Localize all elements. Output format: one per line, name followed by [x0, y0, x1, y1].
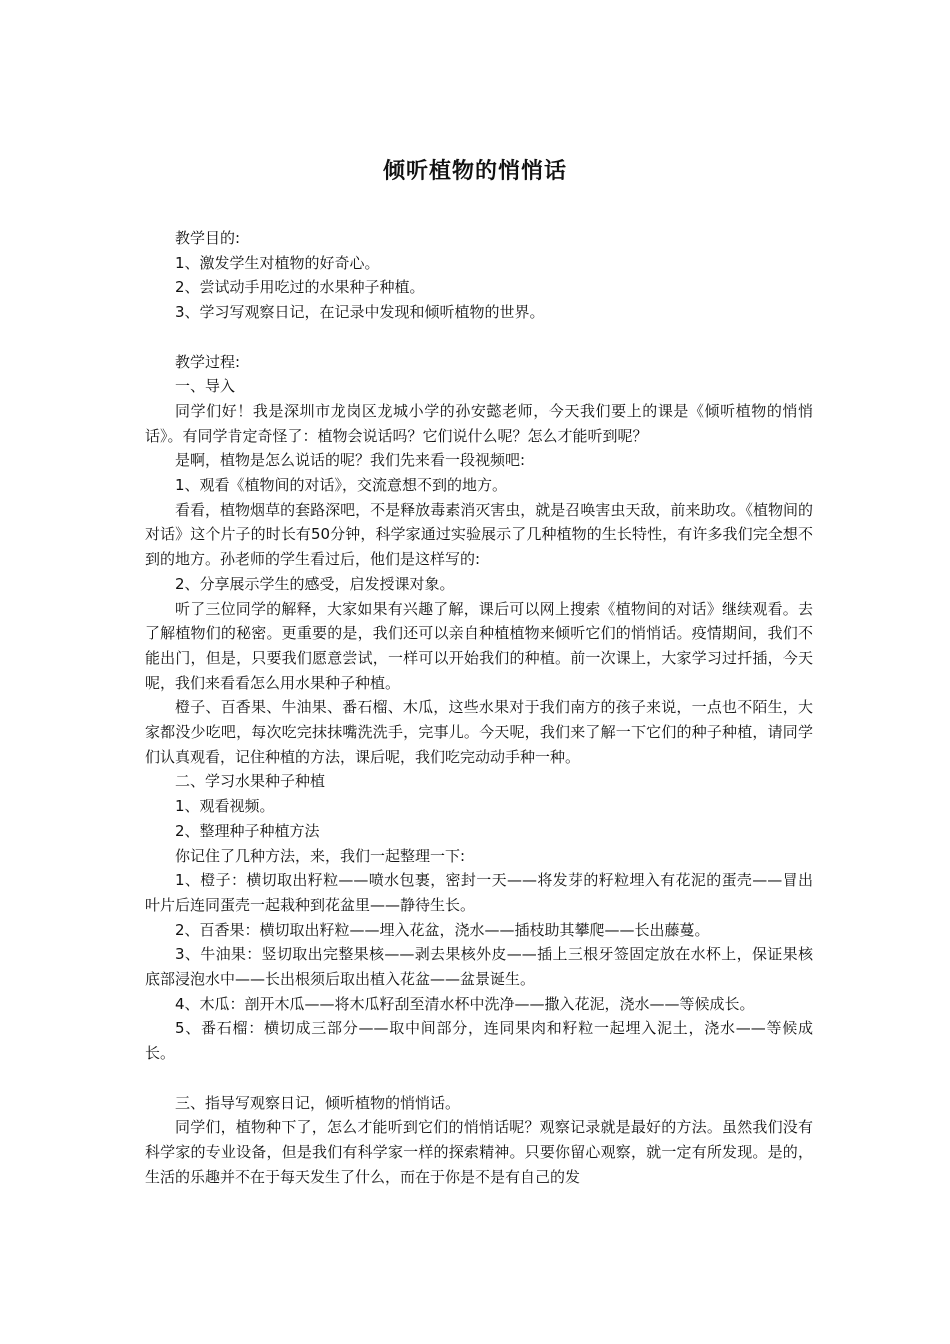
paragraph: 2、整理种子种植方法 — [175, 821, 320, 840]
paragraph: 5、番石榴：横切成三部分——取中间部分，连同果肉和籽粒一起埋入泥土，浇水——等候成长。 — [145, 1019, 813, 1063]
paragraph: 你记住了几种方法，来，我们一起整理一下: — [175, 846, 466, 865]
paragraph: 2、尝试动手用吃过的水果种子种植。 — [175, 278, 425, 297]
paragraph: 1、观看《植物间的对话》，交流意想不到的地方。 — [175, 476, 508, 495]
paragraph: 同学们好！我是深圳市龙岗区龙城小学的孙安懿老师，今天我们要上的课是《倾听植物的悄悄话》。有同学肯定奇怪了：植物会说话吗？它们说什么呢？怎么才能听到呢？ — [145, 401, 813, 445]
paragraph: 教学过程: — [175, 352, 241, 371]
paragraph: 教学目的: — [175, 229, 241, 247]
paragraph: 1、橙子：横切取出籽粒——喷水包裹，密封一天——将发芽的籽粒埋入有花泥的蛋壳——冒出叶片后连同蛋壳一起栽种到花盆里——静待生长。 — [145, 871, 813, 914]
paragraph: 三、指导写观察日记，倾听植物的悄悄话。 — [175, 1093, 461, 1112]
paragraph: 1、观看视频。 — [175, 797, 275, 816]
paragraph: 一、导入 — [175, 377, 236, 396]
paragraph: 2、分享展示学生的感受，启发授课对象。 — [175, 574, 455, 593]
paragraph: 是啊，植物是怎么说话的呢？我们先来看一段视频吧: — [175, 451, 526, 470]
paragraph: 同学们，植物种下了，怎么才能听到它们的悄悄话呢？观察记录就是最好的方法。虽然我们没有科学家的专业设备，但是我们有科学家一样的探索精神。只要你留心观察，就一定有所发现。是的，生活的乐趣并不在于每天发生了什么，而在于你是不是有自己的发 — [145, 1118, 813, 1186]
paragraph: 听了三位同学的解释，大家如果有兴趣了解，课后可以网上搜索《植物间的对话》继续观看。去了解植物们的秘密。更重要的是，我们还可以亲自种植植物来倾听它们的悄悄话。疫情期间，我们不能出门，但是，只要我们愿意尝试，一样可以开始我们的种植。前一次课上，大家学习过扦插，今天呢，我们来看看怎么用水果种子种植。 — [145, 599, 813, 692]
paragraph: 1、激发学生对植物的好奇心。 — [175, 253, 380, 272]
paragraph: 二、学习水果种子种植 — [175, 772, 326, 791]
paragraph: 看看，植物烟草的套路深吧，不是释放毒素消灭害虫，就是召唤害虫天敌，前来助攻。《植物间的对话》这个片子的时长有50分钟，科学家通过实验展示了几种植物的生长特性，有许多我们完全想不到的地方。孙老师的学生看过后，他们是这样写的: — [145, 500, 813, 569]
document-body — [145, 226, 813, 1189]
document-title: 倾听植物的悄悄话 — [382, 159, 567, 184]
paragraph: 3、牛油果：竖切取出完整果核——剥去果核外皮——插上三根牙签固定放在水杯上，保证果核底部浸泡水中——长出根须后取出植入花盆——盆景诞生。 — [145, 945, 813, 989]
paragraph: 3、学习写观察日记，在记录中发现和倾听植物的世界。 — [175, 303, 545, 322]
paragraph: 橙子、百香果、牛油果、番石榴、木瓜，这些水果对于我们南方的孩子来说，一点也不陌生，大家都没少吃吧，每次吃完抹抹嘴洗洗手，完事儿。今天呢，我们来了解一下它们的种子种植，请同学们认真观看，记住种植的方法，课后呢，我们吃完动动手种一种。 — [145, 698, 813, 766]
paragraph: 2、百香果：横切取出籽粒——埋入花盆，浇水——插枝助其攀爬——长出藤蔓。 — [175, 920, 710, 939]
paragraph: 4、木瓜：剖开木瓜——将木瓜籽刮至清水杯中洗净——撒入花泥，浇水——等候成长。 — [175, 994, 755, 1013]
